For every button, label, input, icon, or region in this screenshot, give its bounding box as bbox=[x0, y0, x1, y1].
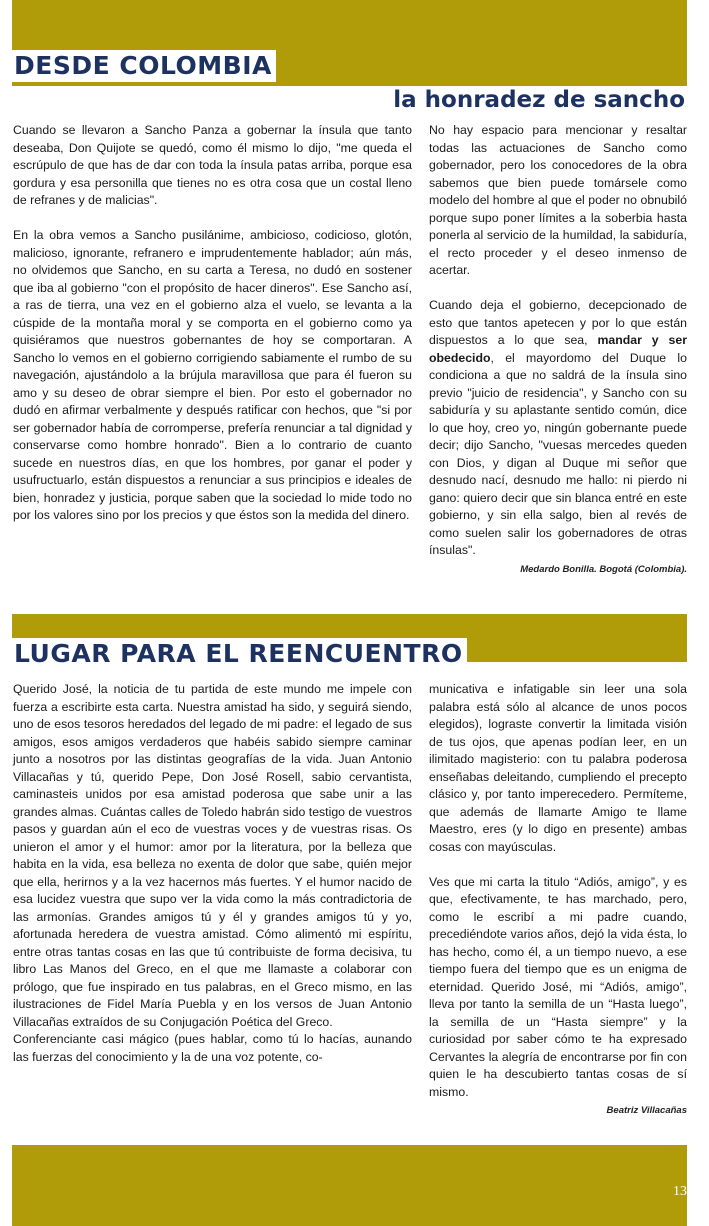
article1-paragraph bbox=[429, 297, 687, 560]
article2-paragraph: Ves que mi carta la titulo “Adiós, amigo”, y es que, efectivamente, te has marchado, pero, como le escribí a mi padre cuando, precediéndote varios años, dejó la vida ésta, lo has hecho, como él, a un tiempo nuevo, a ese tiempo fuera del tiempo que es un enigma de eternidad. Querido José, mi “Adiós, amigo”, lleva por tanto la semilla de un “Hasta luego”, la semilla de un “Hasta siempre” y la curiosidad por saber cómo te ha expresado Cervantes la alegría de encontrarse por fin con quien le ha descubierto tantas cosas de sí mismo. bbox=[429, 874, 687, 1099]
article1-subtitle: la honradez de sancho bbox=[380, 86, 687, 114]
bottom-color-band bbox=[12, 1145, 687, 1226]
article1-paragraph: En la obra vemos a Sancho pusilánime, ambicioso, codicioso, glotón, malicioso, ignorante, refranero e imprudentemente hablador; aún más, no olvidemos que Sancho, en su carta a Teresa, no dudó en sostener que iba al gobierno "con el propósito de hacer dineros". Ese Sancho así, a ras de tierra, una vez en el gobierno alza el vuelo, se levanta a la cúspide de la montaña moral y se comporta en el gobierno como ya quisiéramos que nuestros gobernantes de hoy se comportaran. A Sancho lo vemos en el gobierno corrigiendo sabiamente el rumbo de su navegación, ajustándolo a la brújula maravillosa que para él fueron su amo y su deseo de obrar siempre el bien. Por esto el gobernador no dudó en afirmar verbalmente y después ratificar con hechos, que "si por ser gobernador había de corromperse, prefería renunciar a tal dignidad y conservarse como hombre honrado". Bien a lo contrario de cuanto sucede en nuestros días, en que los hombres, por ganar el poder y usufructuarlo, están dispuestos a renunciar a sus principios e ideales de bien, honradez y justicia, porque saben que la sociedad lo mide todo no por los valores sino por los precios y que éstos son la medida del dinero. bbox=[13, 228, 412, 522]
article2-title: LUGAR PARA EL REENCUENTRO bbox=[12, 638, 467, 670]
article1-left-column bbox=[13, 122, 412, 542]
article2-paragraph: Querido José, la noticia de tu partida de este mundo me impele con fuerza a escribirte esta carta. Nuestra amistad ha sido, y seguirá siendo, uno de esos tesoros heredados del legado de mi padre: el legado de sus amigos, esos amigos verdaderos que habéis sabido siempre caminar junto a nosotros por las distintas geografías de la vida. Juan Antonio Villacañas y tú, querido Pepe, Don José Rosell, sabio cervantista, caminasteis unidos por esa amistad poderosa que sabe unir a las grandes almas. Cuántas calles de Toledo habrán sido testigo de vuestros pasos y guardan aún el eco de vuestras voces y de vuestras risas. Os unieron el amor y el humor: amor por la literatura, por la belleza que habita en la vida, esa belleza no exenta de dolor que sabe, quién mejor que ella, herirnos y a la vez hacernos más fuertes. Y el humor nacido de esa lucidez vuestra que supo ver la vida como la más contradictoria de las armonías. Grandes amigos tú y él y grandes amigos tú y yo, afortunada heredera de vuestra amistad. Cómo alimentó mi espíritu, entre otras tantas cosas en las que tú contribuiste de forma decisiva, tu libro Las Manos del Greco, en el que me llamaste a colaborar con prólogo, que fue inspirado en tus palabras, en el Greco mismo, en las ilustraciones de Fidel María Puebla y en los versos de Juan Antonio Villacañas extraídos de su Conjugación Poética del Greco. bbox=[13, 682, 412, 1029]
article2-paragraph: Conferenciante casi mágico (pues hablar, como tú lo hacías, aunando las fuerzas del conocimiento y la de una voz potente, co- bbox=[13, 1032, 412, 1064]
article2-paragraph: municativa e infatigable sin leer una sola palabra está sólo al alcance de unos pocos elegidos), lograste convertir la limitada visión de tus ojos, que apenas podían leer, en un ilimitado magisterio: con tu palabra poderosa enseñabas deleitando, cumpliendo el precepto clásico y, por tanto imperecedero. Permíteme, que además de llamarte Amigo te llame Maestro, eres (y lo digo en presente) ambas cosas con mayúsculas. bbox=[429, 682, 687, 854]
article1-right-column bbox=[429, 122, 687, 578]
bold-text-run: mandar y ser obedecido bbox=[429, 333, 687, 365]
text-run: Cuando deja el gobierno, decepcionado de esto que tantos apetecen y por lo que están dispuestos a lo que sea, bbox=[429, 298, 687, 347]
article1-paragraph: Cuando se llevaron a Sancho Panza a gobernar la ínsula que tanto deseaba, Don Quijote se quedó, como él mismo lo dijo, "me queda el escrúpulo de que has de dar con toda la ínsula patas arriba, porque esa gordura y esa personilla que tienes no es otra cosa que un costal lleno de refranes y de malicias". bbox=[13, 123, 412, 207]
page-number: 13 bbox=[673, 1184, 687, 1199]
article1-paragraph: No hay espacio para mencionar y resaltar todas las actuaciones de Sancho como gobernador, pero los conocedores de la obra sabemos que bien puede tomársele como modelo del hombre al que el poder no obnubiló porque supo poner límites a la soberbia hasta ponerla al servicio de la humildad, la sabiduría, el recto proceder y el deseo inmenso de acertar. bbox=[429, 123, 687, 277]
article2-right-column bbox=[429, 681, 687, 1120]
article2-signature: Beatriz Villacañas bbox=[606, 1105, 687, 1116]
article2-left-column bbox=[13, 681, 412, 1066]
text-run: , el mayordomo del Duque lo condiciona a que no saldrá de la ínsula sino previo "juicio de residencia", y Sancho con su sabiduría y su aplastante sentido común, dice lo que hoy, creo yo, ningún gobernante puede decir; dijo Sancho, "vuesas mercedes queden con Dios, y digan al Duque mi señor que desnudo nací, desnudo me hallo: ni pierdo ni gano: quiero decir que sin blanca entré en este gobierno, y sin ella salgo, bien al revés de como suelen salir los gobernadores de otras ínsulas". bbox=[429, 350, 687, 557]
article1-title: DESDE COLOMBIA bbox=[12, 50, 276, 82]
article1-signature: Medardo Bonilla. Bogotá (Colombia). bbox=[520, 563, 687, 575]
